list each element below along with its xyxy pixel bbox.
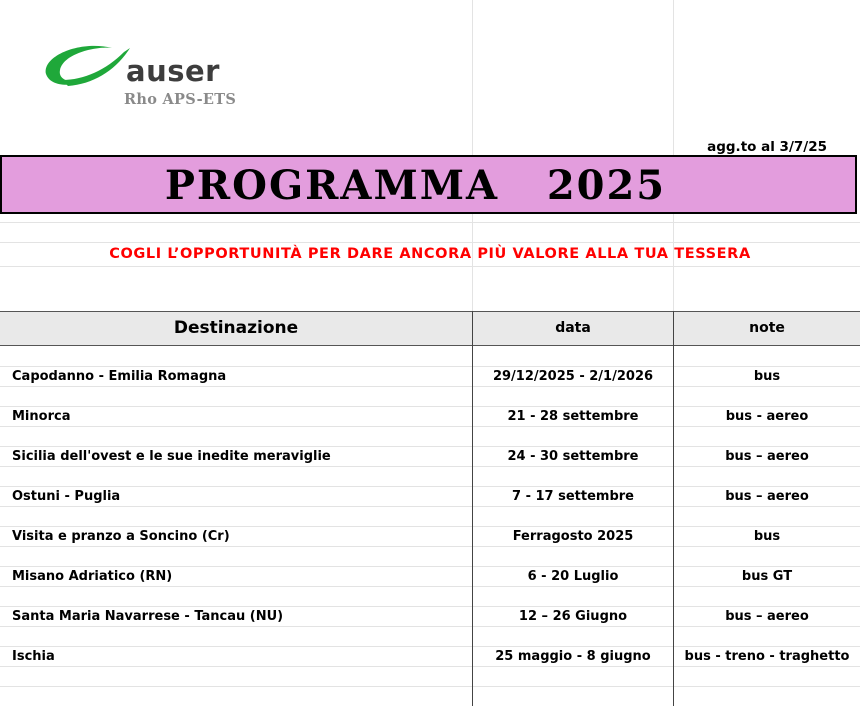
table-row bbox=[0, 367, 860, 387]
column-header-date: data bbox=[555, 320, 591, 336]
destination-cell: Ostuni - Puglia bbox=[12, 489, 121, 504]
table-row bbox=[0, 487, 860, 507]
table-row bbox=[0, 567, 860, 587]
logo-subtitle: Rho APS-ETS bbox=[124, 91, 237, 108]
date-cell: 25 maggio - 8 giugno bbox=[495, 649, 651, 664]
logo-wordmark: auser bbox=[126, 54, 220, 88]
date-cell: 12 – 26 Giugno bbox=[518, 609, 628, 624]
notes-cell: bus bbox=[753, 369, 781, 384]
updated-date: agg.to al 3/7/25 bbox=[707, 139, 827, 155]
subtitle: COGLI L’OPPORTUNITÀ PER DARE ANCORA PIÙ VALORE ALLA TUA TESSERA bbox=[109, 246, 751, 262]
destination-cell: Ischia bbox=[12, 649, 55, 664]
table-row bbox=[0, 407, 860, 427]
column-header-destination: Destinazione bbox=[173, 318, 299, 338]
auser-logo bbox=[40, 40, 300, 110]
date-cell: 6 - 20 Luglio bbox=[527, 569, 619, 584]
gridline bbox=[0, 266, 860, 267]
date-cell: 29/12/2025 - 2/1/2026 bbox=[492, 369, 654, 384]
title-banner bbox=[0, 155, 857, 214]
notes-cell: bus – aereo bbox=[725, 609, 809, 624]
destination-cell: Sicilia dell'ovest e le sue inedite meraviglie bbox=[12, 449, 331, 464]
destination-cell: Capodanno - Emilia Romagna bbox=[12, 369, 227, 384]
page-title: PROGRAMMA 2025 bbox=[164, 162, 667, 209]
gridline bbox=[0, 222, 860, 223]
destination-cell: Minorca bbox=[12, 409, 71, 424]
table-header bbox=[0, 311, 860, 346]
date-cell: 7 - 17 settembre bbox=[512, 489, 634, 504]
gridline bbox=[0, 242, 860, 243]
column-header-notes: note bbox=[749, 320, 785, 336]
destination-cell: Visita e pranzo a Soncino (Cr) bbox=[12, 529, 230, 544]
date-cell: 21 - 28 settembre bbox=[507, 409, 639, 424]
notes-cell: bus bbox=[753, 529, 781, 544]
notes-cell: bus – aereo bbox=[725, 489, 809, 504]
notes-cell: bus - aereo bbox=[725, 409, 809, 424]
notes-cell: bus - treno - traghetto bbox=[684, 649, 850, 664]
table-row bbox=[0, 527, 860, 547]
destination-cell: Misano Adriatico (RN) bbox=[12, 569, 173, 584]
notes-cell: bus GT bbox=[741, 569, 793, 584]
notes-cell: bus – aereo bbox=[725, 449, 809, 464]
date-cell: 24 - 30 settembre bbox=[507, 449, 639, 464]
date-cell: Ferragosto 2025 bbox=[512, 529, 634, 544]
destination-cell: Santa Maria Navarrese - Tancau (NU) bbox=[12, 609, 284, 624]
table-row bbox=[0, 607, 860, 627]
table-row bbox=[0, 447, 860, 467]
gridline bbox=[0, 686, 860, 687]
table-row bbox=[0, 647, 860, 667]
